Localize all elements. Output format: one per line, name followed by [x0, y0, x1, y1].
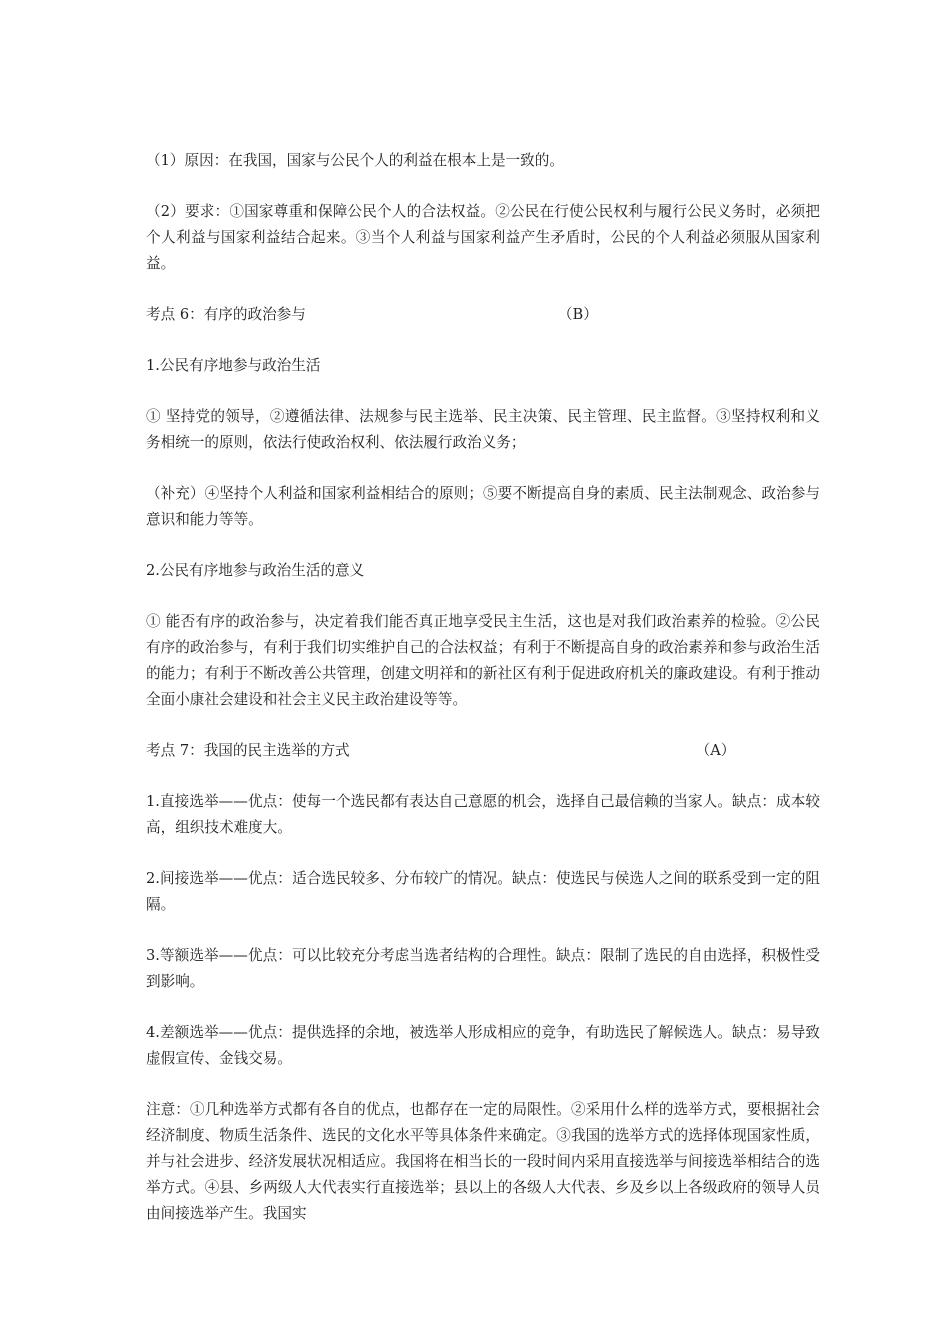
heading-kaodian-7	[146, 738, 820, 764]
section-1-heading: 1.公民有序地参与政治生活	[146, 357, 321, 374]
section-2-heading: 2.公民有序地参与政治生活的意义	[146, 562, 365, 579]
election-differential: 4.差额选举——优点：提供选择的余地，被选举人形成相应的竞争，有助选民了解候选人。缺点：易导致虚假宣传、金钱交易。	[146, 1024, 820, 1067]
election-equal: 3.等额选举——优点：可以比较充分考虑当选者结构的合理性。缺点：限制了选民的自由选择，积极性受到影响。	[146, 947, 820, 990]
heading-kaodian-6-title: 考点 6：有序的政治参与	[146, 306, 306, 323]
election-indirect: 2.间接选举——优点：适合选民较多、分布较广的情况。缺点：使选民与侯选人之间的联系受到一定的阻隔。	[146, 870, 820, 913]
heading-kaodian-7-level: （A）	[695, 742, 736, 759]
paragraph-reason: （1）原因：在我国，国家与公民个人的利益在根本上是一致的。	[146, 152, 564, 169]
note-paragraph: 注意：①几种选举方式都有各自的优点，也都存在一定的局限性。②采用什么样的选举方式，要根据社会经济制度、物质生活条件、选民的文化水平等具体条件来确定。③我国的选举方式的选择体现国家性质，并与社会进步、经济发展状况相适应。我国将在相当长的一段时间内采用直接选举与间接选举相结合的选举方式。④县、乡两级人大代表实行直接选举；县以上的各级人大代表、乡及乡以上各级政府的领导人员由间接选举产生。我国实	[146, 1101, 820, 1222]
section-2-body: ① 能否有序的政治参与，决定着我们能否真正地享受民主生活，这也是对我们政治素养的检验。②公民有序的政治参与，有利于我们切实维护自己的合法权益；有利于不断提高自身的政治素养和参与政治生活的能力；有利于不断改善公共管理，创建文明祥和的新社区有利于促进政府机关的廉政建设。有利于推动全面小康社会建设和社会主义民主政治建设等等。	[146, 613, 820, 708]
section-1-body: ① 坚持党的领导，②遵循法律、法规参与民主选举、民主决策、民主管理、民主监督。③坚持权利和义务相统一的原则，依法行使政治权利、依法履行政治义务；	[146, 408, 820, 451]
paragraph-requirements: （2）要求：①国家尊重和保障公民个人的合法权益。②公民在行使公民权利与履行公民义务时，必须把个人利益与国家利益结合起来。③当个人利益与国家利益产生矛盾时，公民的个人利益必须服从国家利益。	[146, 203, 820, 272]
section-1-supplement: （补充）④坚持个人利益和国家利益相结合的原则；⑤要不断提高自身的素质、民主法制观念、政治参与意识和能力等等。	[146, 485, 820, 528]
election-direct: 1.直接选举——优点：使每一个选民都有表达自己意愿的机会，选择自己最信赖的当家人。缺点：成本较高，组织技术难度大。	[146, 793, 820, 836]
heading-kaodian-6-level: （B）	[557, 306, 598, 323]
heading-kaodian-6	[146, 302, 820, 328]
heading-kaodian-7-title: 考点 7：我国的民主选举的方式	[146, 742, 350, 759]
